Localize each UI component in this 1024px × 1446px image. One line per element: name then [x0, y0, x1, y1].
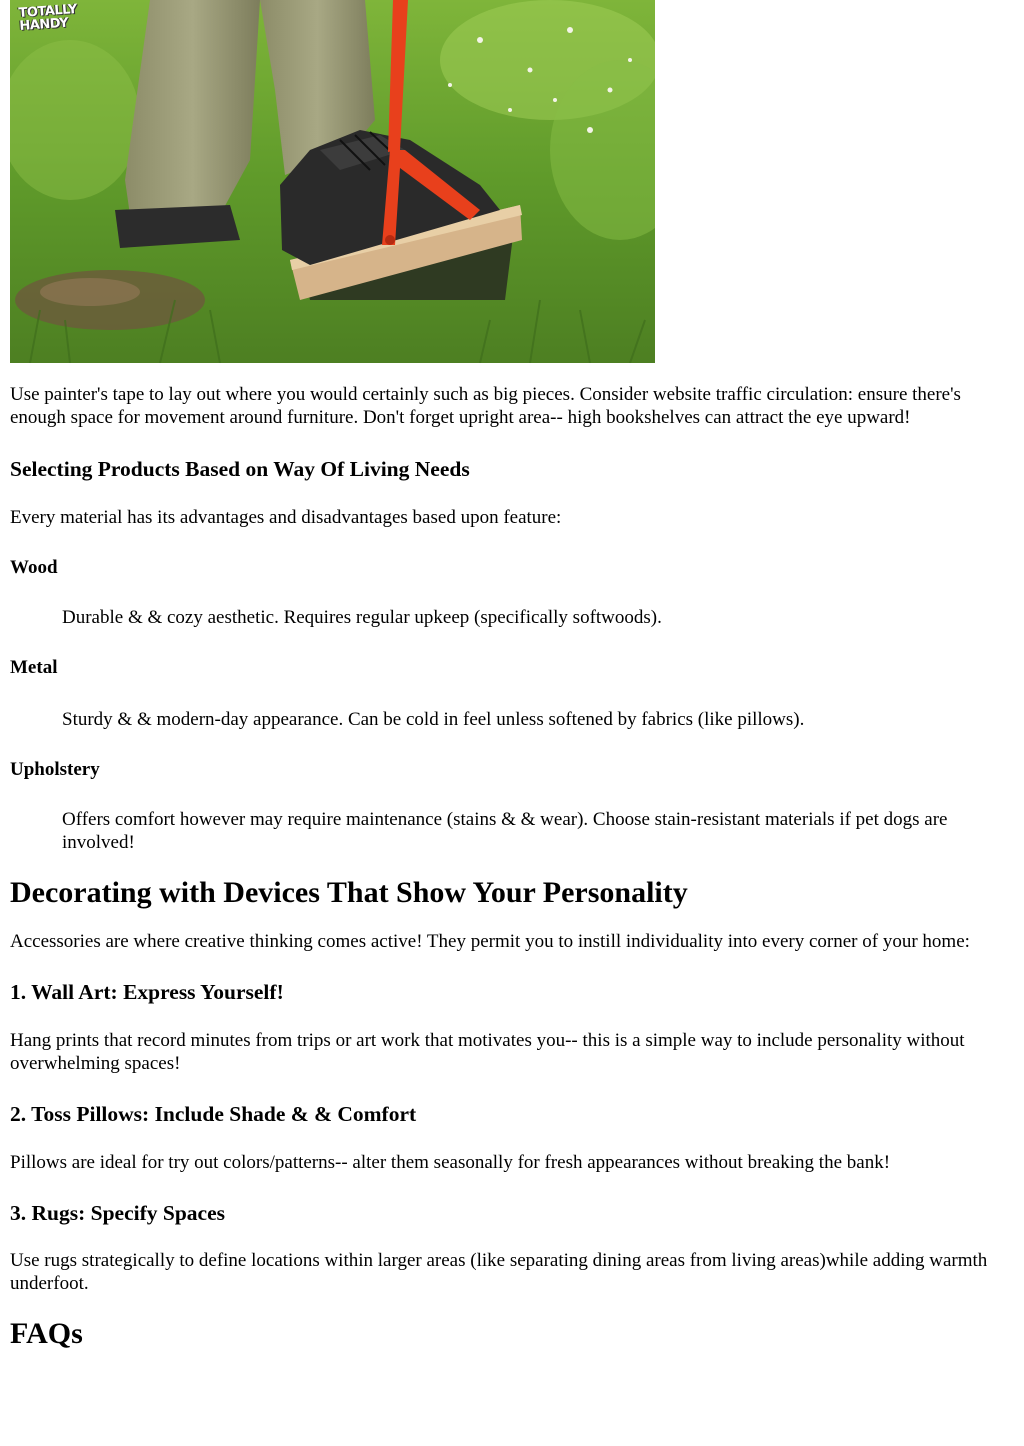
material-desc-wood: Durable & & cozy aesthetic. Requires regular upkeep (specifically softwoods).	[62, 607, 662, 628]
material-term-metal: Metal	[10, 657, 58, 678]
lawn-edger-photo	[10, 0, 655, 363]
material-desc-upholstery: Offers comfort however may require maintenance (stains & & wear). Choose stain-resistant materials if pet dogs are involved!	[62, 809, 948, 853]
wall-art-text: Hang prints that record minutes from trips or art work that motivates you-- this is a simple way to include personality without overwhelming spaces!	[10, 1030, 965, 1074]
products-lead: Every material has its advantages and disadvantages based upon feature:	[10, 507, 562, 528]
toss-pillows-text: Pillows are ideal for try out colors/patterns-- alter them seasonally for fresh appearances without breaking the bank!	[10, 1152, 891, 1173]
rugs-text: Use rugs strategically to define locations within larger areas (like separating dining areas from living areas)while adding warmth underfoot.	[10, 1250, 988, 1294]
decor-heading: Decorating with Devices That Show Your Personality	[10, 876, 688, 909]
materials-list	[10, 556, 1014, 854]
products-heading: Selecting Products Based on Way Of Living Needs	[10, 457, 470, 481]
toss-pillows-heading: 2. Toss Pillows: Include Shade & & Comfort	[10, 1102, 417, 1126]
material-term-upholstery: Upholstery	[10, 759, 100, 780]
intro-paragraph: Use painter's tape to lay out where you would certainly such as big pieces. Consider website traffic circulation: ensure there's enough space for movement around furniture. Don't forget upright area-- high bookshelves can attract the eye upward!	[10, 384, 961, 428]
hero-image	[10, 0, 655, 363]
faq-heading: FAQs	[10, 1317, 83, 1350]
wall-art-heading: 1. Wall Art: Express Yourself!	[10, 980, 284, 1004]
material-term-wood: Wood	[10, 557, 58, 578]
rugs-heading: 3. Rugs: Specify Spaces	[10, 1201, 226, 1225]
totally-handy-logo: TOTALLY HANDY	[18, 2, 78, 34]
decor-lead: Accessories are where creative thinking comes active! They permit you to instill individuality into every corner of your home:	[10, 931, 970, 952]
material-desc-metal: Sturdy & & modern-day appearance. Can be cold in feel unless softened by fabrics (like pillows).	[62, 709, 805, 730]
